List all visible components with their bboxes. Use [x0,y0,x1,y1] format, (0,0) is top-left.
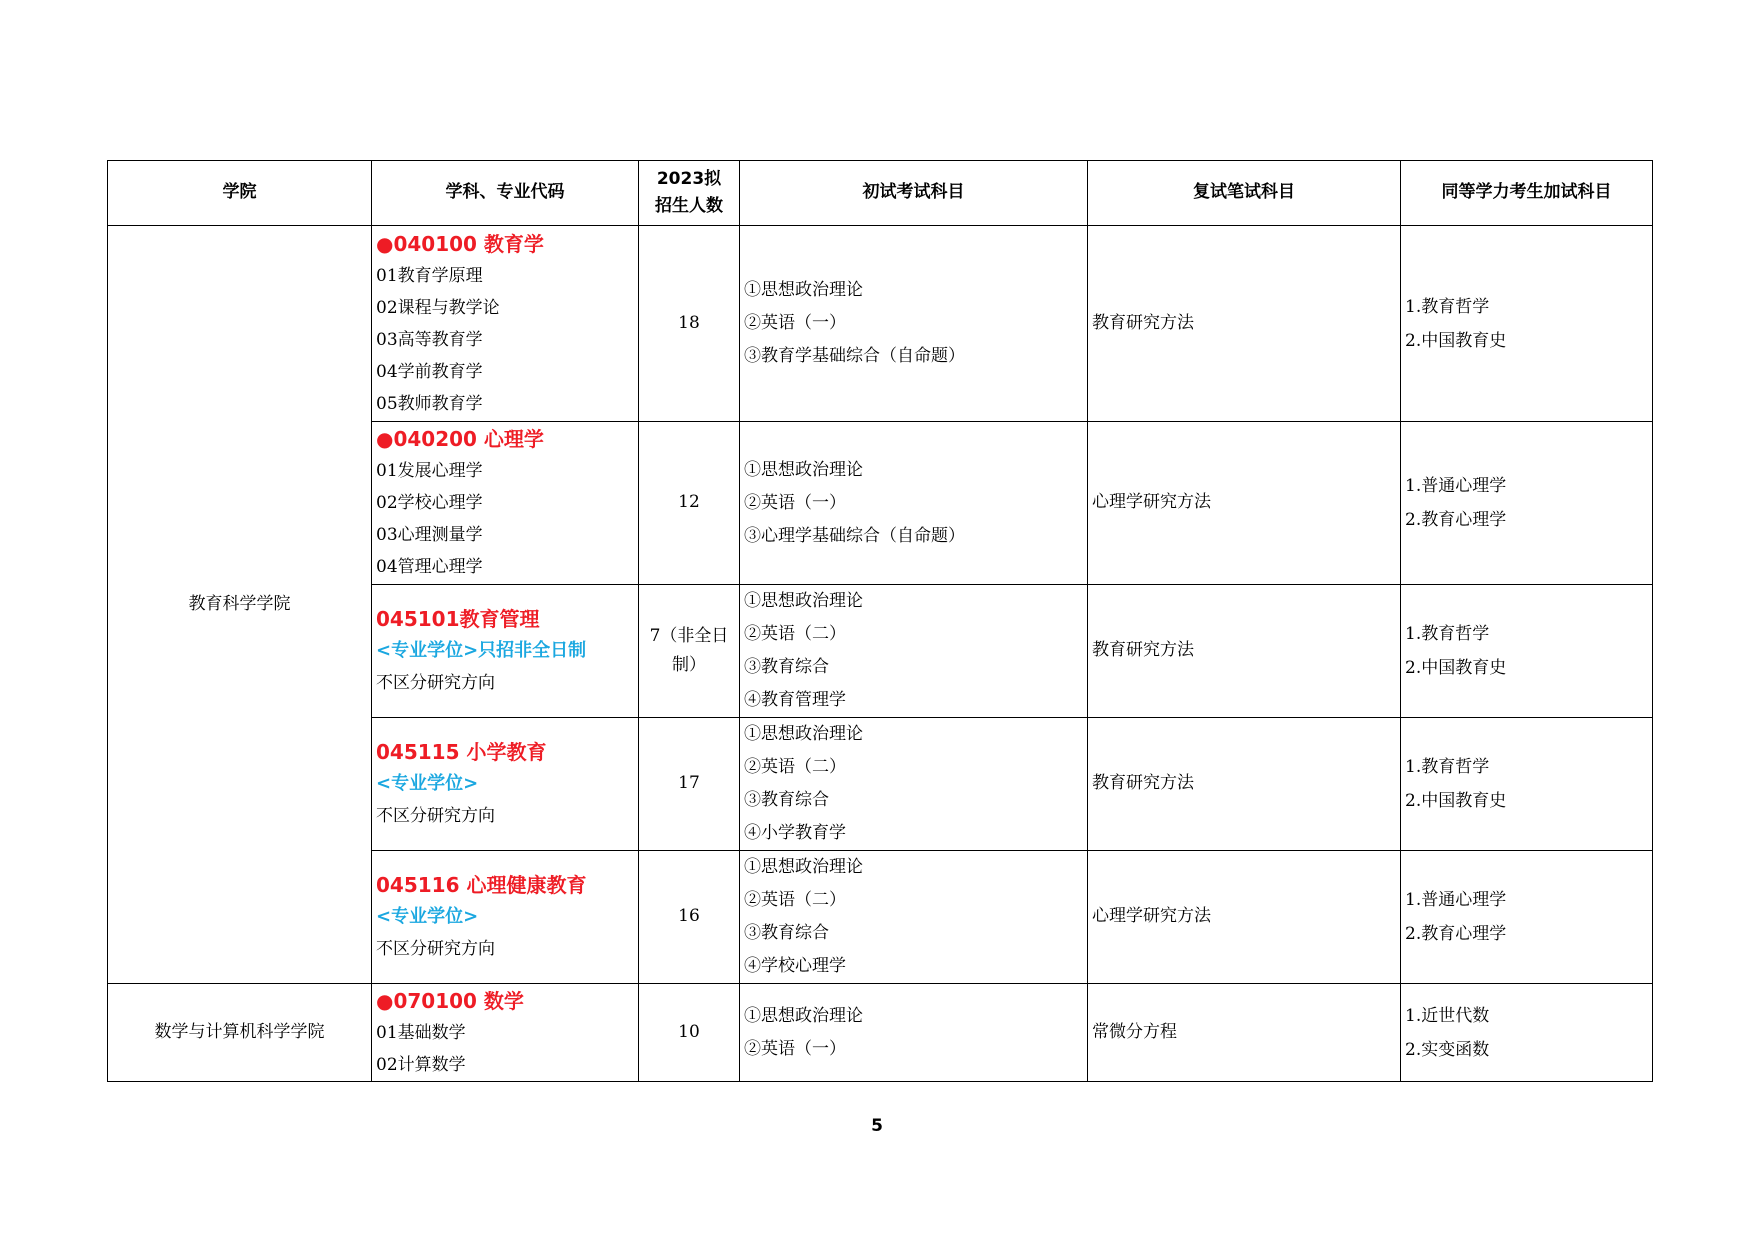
major-title: 045101教育管理 [376,607,540,631]
subject-item: ③教育学基础综合（自命题） [744,346,965,366]
additional-cell [1401,226,1653,422]
admissions-table [107,160,1653,1082]
subject-item: ①思想政治理论 [744,459,863,480]
major-cell [372,226,639,422]
initial-subjects-cell [740,851,1088,984]
initial-subjects-cell [740,226,1088,422]
direction-item: 05教师教育学 [376,393,483,414]
quota-cell: 17 [639,718,740,851]
direction-item: 01发展心理学 [376,461,483,481]
additional-cell [1401,422,1653,585]
additional-item: 1.教育哲学 [1405,624,1490,644]
direction-item: 02课程与教学论 [376,297,500,318]
subject-item: ③心理学基础综合（自命题） [744,525,965,546]
direction-item: 01基础数学 [376,1022,466,1043]
direction-item: 02计算数学 [376,1054,466,1075]
subject-item: ②英语（一） [744,313,846,333]
subject-item: ①思想政治理论 [744,1005,863,1026]
direction-item: 不区分研究方向 [376,806,495,826]
additional-item: 2.中国教育史 [1405,330,1507,351]
degree-note: <专业学位> [376,773,479,794]
initial-subjects-cell [740,585,1088,718]
header-college: 学院 [108,161,372,226]
additional-item: 2.中国教育史 [1405,658,1507,678]
major-title: 045115 小学教育 [376,740,547,764]
retest-cell: 教育研究方法 [1088,226,1401,422]
additional-cell [1401,718,1653,851]
additional-cell [1401,984,1653,1082]
major-title: ●040100 教育学 [376,231,544,256]
initial-subjects-cell [740,422,1088,585]
major-title: ●070100 数学 [376,988,524,1013]
initial-subjects-cell [740,984,1088,1082]
initial-subjects-cell [740,718,1088,851]
table-row [108,226,1653,422]
subject-item: ③教育综合 [744,657,829,677]
direction-item: 03心理测量学 [376,525,483,545]
subject-item: ②英语（一） [744,492,846,513]
direction-item: 04管理心理学 [376,557,483,577]
quota-cell: 10 [639,984,740,1082]
additional-cell [1401,585,1653,718]
additional-item: 1.普通心理学 [1405,476,1507,496]
page-number: 5 [871,1116,883,1136]
major-cell [372,585,639,718]
subject-item: ②英语（二） [744,624,846,644]
subject-item: ①思想政治理论 [744,591,863,611]
additional-item: 2.教育心理学 [1405,924,1507,944]
subject-item: ①思想政治理论 [744,724,863,744]
major-cell [372,851,639,984]
header-retest-subject: 复试笔试科目 [1088,161,1401,226]
additional-item: 1.普通心理学 [1405,890,1507,910]
retest-cell: 心理学研究方法 [1088,422,1401,585]
header-row [108,161,1653,226]
header-quota: 2023拟 招生人数 [639,161,740,226]
additional-item: 2.实变函数 [1405,1039,1490,1060]
subject-item: ③教育综合 [744,923,829,943]
college-name: 教育科学学院 [108,226,372,984]
subject-item: ①思想政治理论 [744,857,863,877]
major-cell [372,718,639,851]
quota-cell: 12 [639,422,740,585]
subject-item: ④小学教育学 [744,823,846,843]
additional-item: 1.教育哲学 [1405,296,1490,317]
subject-item: ②英语（一） [744,1038,846,1059]
subject-item: ②英语（二） [744,757,846,777]
quota-cell: 18 [639,226,740,422]
additional-item: 1.近世代数 [1405,1005,1490,1026]
degree-note: <专业学位>只招非全日制 [376,640,587,661]
major-cell [372,422,639,585]
subject-item: ④学校心理学 [744,956,846,976]
college-name: 数学与计算机科学学院 [108,984,372,1082]
subject-item: ④教育管理学 [744,690,846,710]
direction-item: 03高等教育学 [376,329,483,350]
direction-item: 04学前教育学 [376,361,483,382]
subject-item: ②英语（二） [744,890,846,910]
quota-cell: 16 [639,851,740,984]
additional-item: 1.教育哲学 [1405,757,1490,777]
major-title: ●040200 心理学 [376,427,544,451]
additional-item: 2.中国教育史 [1405,791,1507,811]
retest-cell: 教育研究方法 [1088,718,1401,851]
major-title: 045116 心理健康教育 [376,873,587,897]
direction-item: 01教育学原理 [376,265,483,286]
retest-cell: 常微分方程 [1088,984,1401,1082]
header-major-code: 学科、专业代码 [372,161,639,226]
degree-note: <专业学位> [376,906,479,927]
additional-cell [1401,851,1653,984]
retest-cell: 教育研究方法 [1088,585,1401,718]
retest-cell: 心理学研究方法 [1088,851,1401,984]
direction-item: 不区分研究方向 [376,673,495,693]
direction-item: 02学校心理学 [376,493,483,513]
direction-item: 不区分研究方向 [376,939,495,959]
header-additional-subjects: 同等学力考生加试科目 [1401,161,1653,226]
table-row [108,984,1653,1082]
quota-cell: 7（非全日 制） [639,585,740,718]
header-initial-subjects: 初试考试科目 [740,161,1088,226]
major-cell [372,984,639,1082]
additional-item: 2.教育心理学 [1405,510,1507,530]
subject-item: ③教育综合 [744,790,829,810]
subject-item: ①思想政治理论 [744,280,863,300]
